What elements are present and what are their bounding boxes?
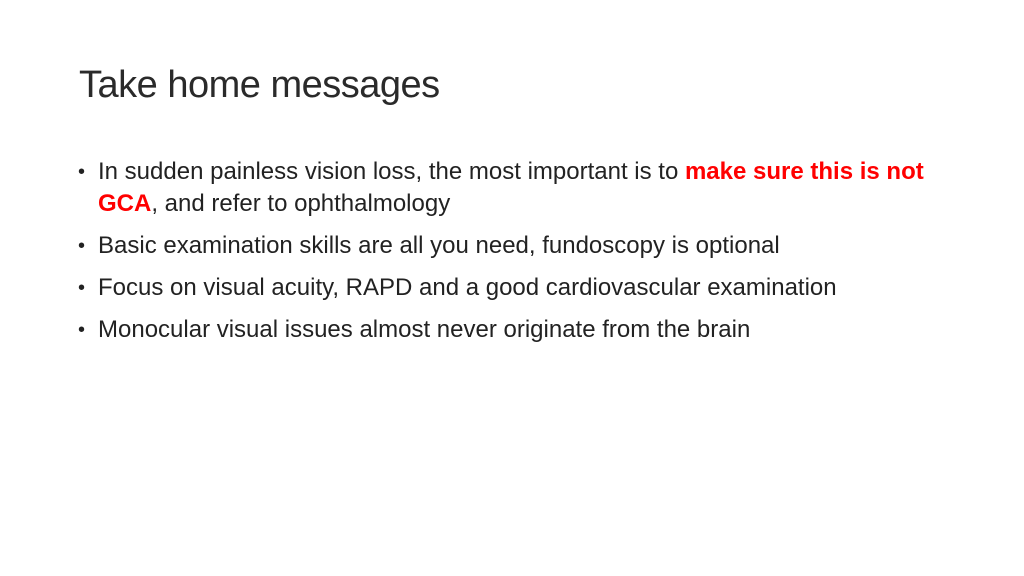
bullet-icon: • (78, 235, 86, 257)
bullet-item (78, 314, 958, 346)
bullet-text: Monocular visual issues almost never originate from the brain (98, 316, 751, 343)
bullet-text: Basic examination skills are all you need, fundoscopy is optional (98, 232, 780, 259)
bullet-text: Focus on visual acuity, RAPD and a good cardiovascular examination (98, 274, 837, 301)
bullet-icon: • (78, 277, 86, 299)
bullet-text-lead: In sudden painless vision loss, the most important is to (98, 158, 685, 185)
bullet-text-highlight: make sure this is not GCA (98, 158, 924, 217)
bullet-list (78, 156, 958, 356)
bullet-text-tail: , and refer to ophthalmology (151, 190, 451, 217)
slide-title: Take home messages (79, 64, 440, 106)
bullet-item (78, 156, 958, 220)
bullet-item (78, 230, 958, 262)
bullet-icon: • (78, 319, 86, 341)
bullet-icon: • (78, 161, 86, 183)
bullet-item (78, 272, 958, 304)
